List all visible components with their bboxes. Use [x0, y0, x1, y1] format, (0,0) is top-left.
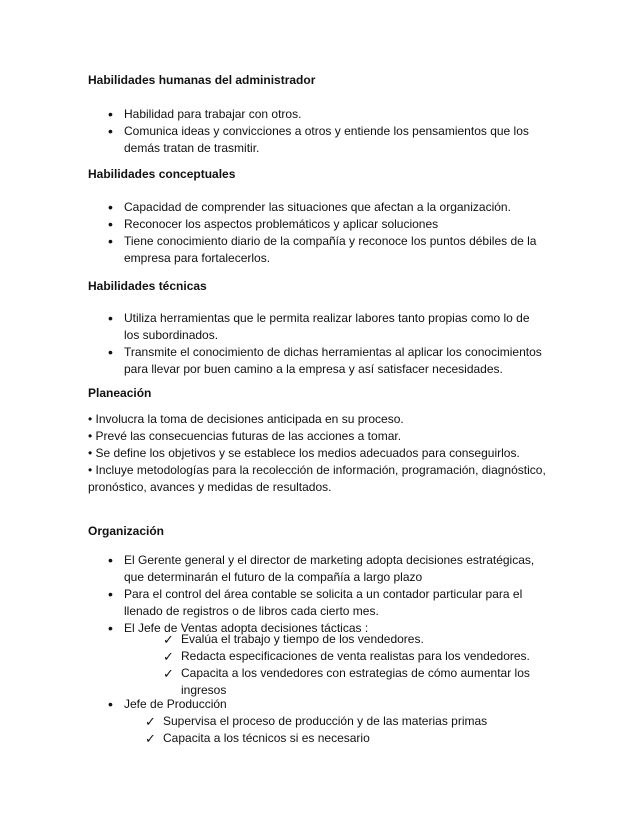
- checkmark-icon: ✓: [145, 714, 156, 729]
- list-item-text: Habilidad para trabajar con otros.: [124, 107, 302, 121]
- list-item: [88, 552, 548, 586]
- list-ventas-checks: [163, 631, 543, 699]
- planeacion-paragraph: [88, 411, 558, 496]
- list-item-text: Comunica ideas y convicciones a otros y entiende los pensamientos que los demás tratan de trasmitir.: [124, 124, 529, 155]
- list-habilidades-conceptuales: [88, 199, 548, 267]
- check-item-text: Capacita a los vendedores con estrategias de cómo aumentar los ingresos: [181, 666, 530, 697]
- list-item: [88, 586, 548, 620]
- list-produccion-checks: [145, 713, 565, 747]
- planeacion-line: • Se define los objetivos y se establece los medios adecuados para conseguirlos.: [88, 446, 520, 460]
- heading-habilidades-tecnicas: Habilidades técnicas: [88, 279, 207, 293]
- checkmark-icon: ✓: [145, 731, 156, 746]
- check-item-text: Supervisa el proceso de producción y de las materias primas: [163, 714, 488, 728]
- list-item: [88, 216, 548, 233]
- list-item: [88, 106, 548, 123]
- list-habilidades-tecnicas: [88, 310, 548, 378]
- list-item-text: Jefe de Producción: [124, 697, 227, 711]
- list-item-text: El Gerente general y el director de marketing adopta decisiones estratégicas, que determinarán el futuro de la compañía a largo plazo: [124, 553, 535, 584]
- check-item: [163, 631, 543, 648]
- check-item: [163, 665, 543, 699]
- check-item: [163, 648, 543, 665]
- list-item-text: Utiliza herramientas que le permita realizar labores tanto propias como lo de los subordinados.: [124, 311, 530, 342]
- list-item: [88, 344, 548, 378]
- list-item: [88, 310, 548, 344]
- checkmark-icon: ✓: [163, 649, 174, 664]
- heading-habilidades-conceptuales: Habilidades conceptuales: [88, 167, 236, 181]
- checkmark-icon: ✓: [163, 632, 174, 647]
- list-item: [88, 233, 548, 267]
- check-item: [145, 713, 565, 730]
- heading-organizacion: Organización: [88, 524, 165, 538]
- list-item: [88, 696, 548, 713]
- list-item-text: Transmite el conocimiento de dichas herramientas al aplicar los conocimientos para llevar por buen camino a la empresa y así satisfacer necesidades.: [124, 345, 542, 376]
- list-item-text: El Jefe de Ventas adopta decisiones tácticas :: [124, 621, 369, 635]
- check-item: [145, 730, 565, 747]
- list-item-text: Capacidad de comprender las situaciones que afectan a la organización.: [124, 200, 511, 214]
- checkmark-icon: ✓: [163, 666, 174, 681]
- check-item-text: Redacta especificaciones de venta realistas para los vendedores.: [181, 649, 530, 663]
- heading-planeacion: Planeación: [88, 386, 152, 400]
- planeacion-line: • Incluye metodologías para la recolección de información, programación, diagnóstico, pronóstico, avances y medidas de resultados.: [88, 463, 546, 494]
- check-item-text: Evalúa el trabajo y tiempo de los vendedores.: [181, 632, 424, 646]
- planeacion-line: • Involucra la toma de decisiones anticipada en su proceso.: [88, 412, 404, 426]
- list-produccion: [88, 696, 548, 713]
- list-item: [88, 123, 548, 157]
- list-organizacion: [88, 552, 548, 637]
- check-item-text: Capacita a los técnicos si es necesario: [163, 731, 370, 745]
- list-item: [88, 199, 548, 216]
- heading-habilidades-humanas: Habilidades humanas del administrador: [88, 73, 316, 87]
- list-habilidades-humanas: [88, 106, 548, 157]
- planeacion-line: • Prevé las consecuencias futuras de las acciones a tomar.: [88, 429, 402, 443]
- list-item-text: Para el control del área contable se solicita a un contador particular para el llenado de registros o de libros cada cierto mes.: [124, 587, 523, 618]
- list-item-text: Reconocer los aspectos problemáticos y aplicar soluciones: [124, 217, 439, 231]
- list-item-text: Tiene conocimiento diario de la compañía y reconoce los puntos débiles de la empresa para fortalecerlos.: [124, 234, 537, 265]
